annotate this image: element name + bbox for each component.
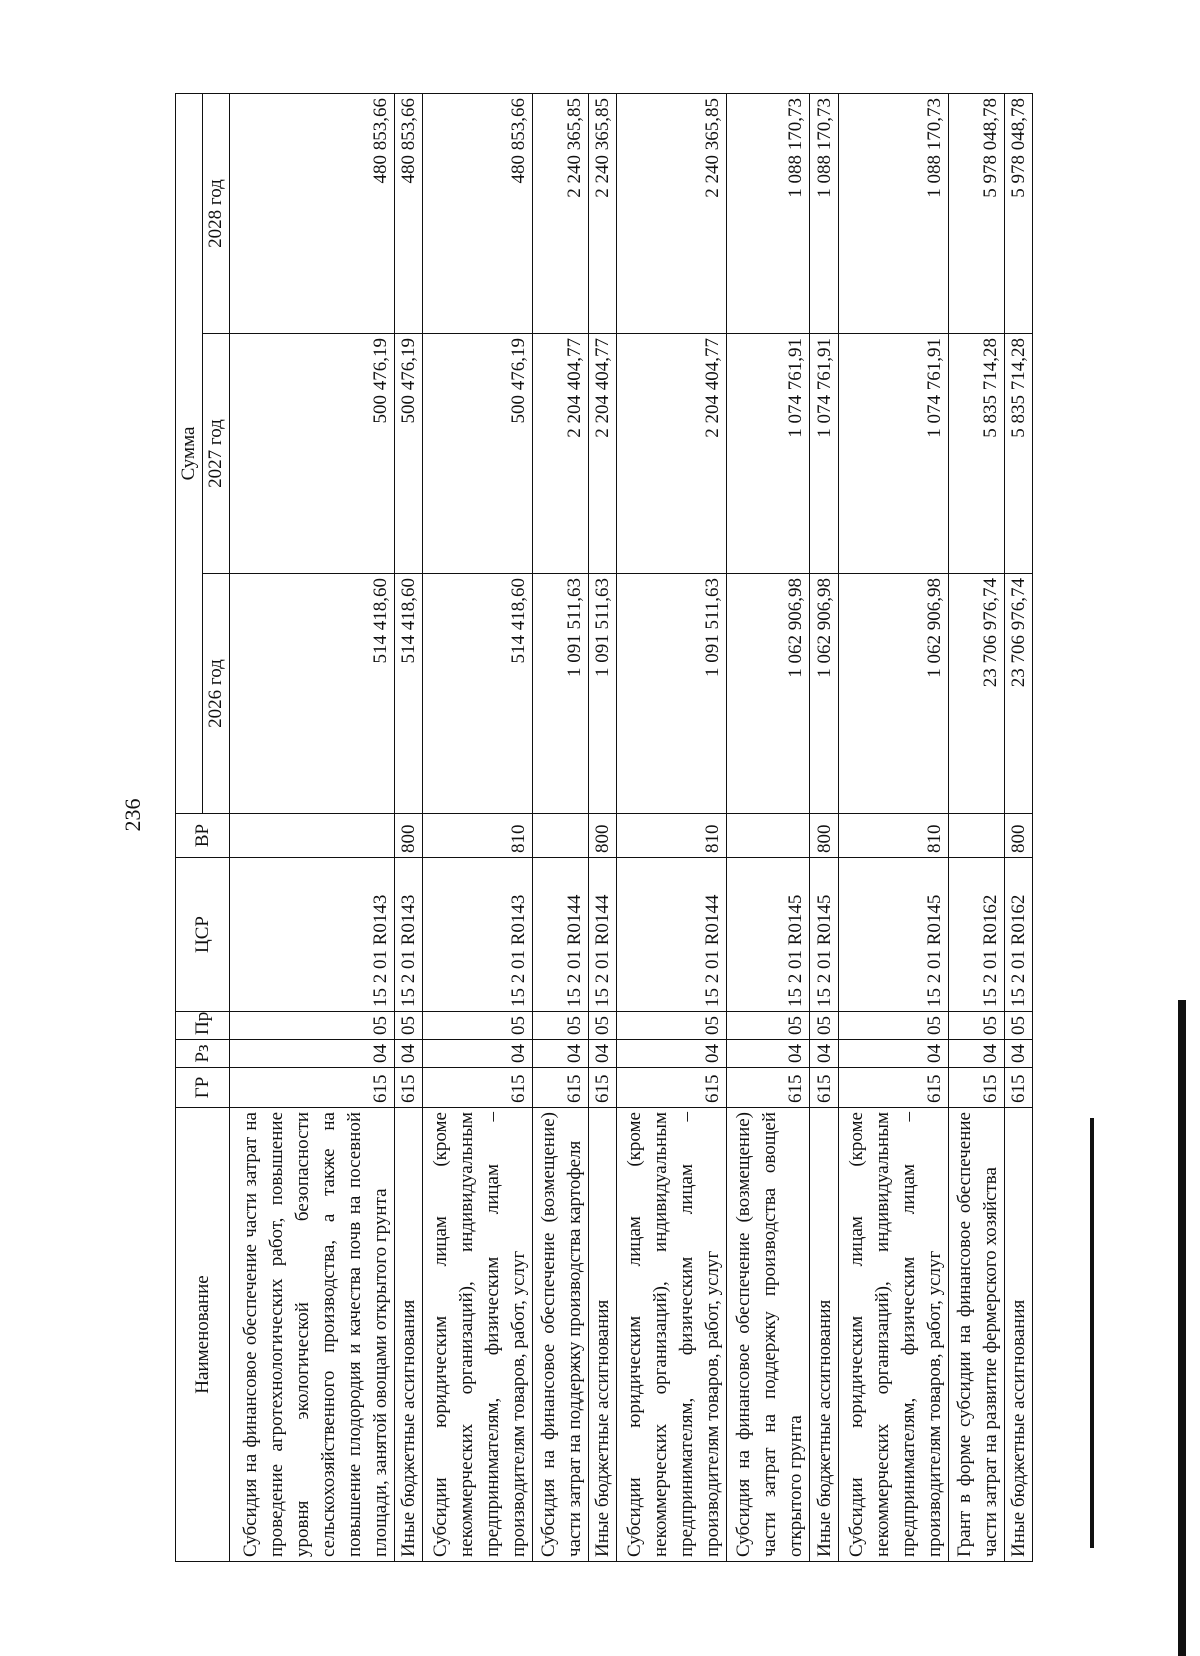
cell-rz: 04 (727, 1040, 810, 1068)
cell-pr: 05 (230, 1012, 395, 1040)
cell-pr: 05 (948, 1012, 1004, 1040)
table-body (230, 94, 1033, 1562)
cell-y2026: 1 091 511,63 (533, 574, 589, 814)
cell-gr: 615 (838, 1068, 948, 1108)
table-row (838, 94, 948, 1562)
cell-pr: 05 (533, 1012, 589, 1040)
cell-y2027: 500 476,19 (423, 334, 533, 574)
cell-y2028: 480 853,66 (230, 94, 395, 334)
header-vr: ВР (176, 814, 230, 858)
cell-gr: 615 (810, 1068, 838, 1108)
cell-y2026: 514 418,60 (230, 574, 395, 814)
cell-y2026: 1 062 906,98 (727, 574, 810, 814)
cell-gr: 615 (588, 1068, 616, 1108)
scan-edge-mark (1178, 1000, 1186, 1656)
cell-name: Иные бюджетные ассигнования (1004, 1108, 1032, 1562)
table-row (948, 94, 1004, 1562)
cell-y2028: 2 240 365,85 (617, 94, 727, 334)
cell-gr: 615 (948, 1068, 1004, 1108)
table-row (394, 94, 422, 1562)
cell-name: Субсидия на финансовое обеспечение (возмещение) части затрат на поддержку производства картофеля (533, 1108, 589, 1562)
cell-name: Иные бюджетные ассигнования (588, 1108, 616, 1562)
cell-gr: 615 (727, 1068, 810, 1108)
cell-csr: 15 2 01 R0144 (533, 858, 589, 1012)
cell-y2027: 2 204 404,77 (588, 334, 616, 574)
cell-csr: 15 2 01 R0144 (617, 858, 727, 1012)
table-row (810, 94, 838, 1562)
cell-gr: 615 (533, 1068, 589, 1108)
cell-rz: 04 (230, 1040, 395, 1068)
cell-csr: 15 2 01 R0145 (727, 858, 810, 1012)
cell-csr: 15 2 01 R0144 (588, 858, 616, 1012)
cell-y2026: 514 418,60 (394, 574, 422, 814)
header-pr: Пр (176, 1012, 230, 1040)
cell-y2028: 1 088 170,73 (838, 94, 948, 334)
cell-y2027: 1 074 761,91 (810, 334, 838, 574)
cell-y2028: 1 088 170,73 (727, 94, 810, 334)
header-name: Наименование (176, 1108, 230, 1562)
cell-y2028: 5 978 048,78 (1004, 94, 1032, 334)
table-row (1004, 94, 1032, 1562)
cell-vr: 810 (838, 814, 948, 858)
cell-vr (230, 814, 395, 858)
cell-gr: 615 (1004, 1068, 1032, 1108)
budget-table (175, 93, 1033, 1562)
cell-y2027: 1 074 761,91 (727, 334, 810, 574)
table-row (588, 94, 616, 1562)
header-sum: Сумма (176, 94, 203, 814)
cell-csr: 15 2 01 R0143 (394, 858, 422, 1012)
cell-y2026: 1 091 511,63 (617, 574, 727, 814)
table-row (230, 94, 395, 1562)
table-row (533, 94, 589, 1562)
cell-rz: 04 (394, 1040, 422, 1068)
cell-y2028: 480 853,66 (394, 94, 422, 334)
cell-y2027: 2 204 404,77 (617, 334, 727, 574)
cell-y2026: 1 091 511,63 (588, 574, 616, 814)
cell-y2027: 500 476,19 (230, 334, 395, 574)
cell-y2026: 23 706 976,74 (1004, 574, 1032, 814)
table-row (423, 94, 533, 1562)
cell-y2026: 514 418,60 (423, 574, 533, 814)
cell-pr: 05 (394, 1012, 422, 1040)
cell-csr: 15 2 01 R0162 (948, 858, 1004, 1012)
cell-y2026: 23 706 976,74 (948, 574, 1004, 814)
cell-gr: 615 (394, 1068, 422, 1108)
cell-vr: 800 (394, 814, 422, 858)
cell-y2027: 500 476,19 (394, 334, 422, 574)
header-csr: ЦСР (176, 858, 230, 1012)
cell-gr: 615 (617, 1068, 727, 1108)
table-row (617, 94, 727, 1562)
header-gr: ГР (176, 1068, 230, 1108)
cell-name: Субсидии юридическим лицам (кроме некоммерческих организаций), индивидуальным предпринимателям, физическим лицам – производителям товаров, работ, услуг (423, 1108, 533, 1562)
cell-vr (533, 814, 589, 858)
cell-rz: 04 (810, 1040, 838, 1068)
cell-name: Субсидии юридическим лицам (кроме некоммерческих организаций), индивидуальным предпринимателям, физическим лицам – производителям товаров, работ, услуг (838, 1108, 948, 1562)
cell-rz: 04 (948, 1040, 1004, 1068)
cell-vr: 800 (810, 814, 838, 858)
header-2028: 2028 год (203, 94, 230, 334)
cell-rz: 04 (1004, 1040, 1032, 1068)
cell-name: Субсидия на финансовое обеспечение части затрат на проведение агротехнологических работ, повышение уровня экологической безопасности сельскохозяйственного производства, а также на повышение плодородия и качества почв на посевной площади, занятой овощами открытого грунта (230, 1108, 395, 1562)
cell-rz: 04 (533, 1040, 589, 1068)
cell-rz: 04 (838, 1040, 948, 1068)
cell-pr: 05 (727, 1012, 810, 1040)
header-2026: 2026 год (203, 574, 230, 814)
cell-name: Иные бюджетные ассигнования (394, 1108, 422, 1562)
cell-y2027: 5 835 714,28 (1004, 334, 1032, 574)
cell-vr (727, 814, 810, 858)
cell-name: Субсидия на финансовое обеспечение (возмещение) части затрат на поддержку производства овощей открытого грунта (727, 1108, 810, 1562)
cell-y2026: 1 062 906,98 (810, 574, 838, 814)
cell-vr: 800 (588, 814, 616, 858)
cell-rz: 04 (423, 1040, 533, 1068)
page-number: 236 (120, 798, 145, 832)
cell-csr: 15 2 01 R0143 (423, 858, 533, 1012)
header-rz: Рз (176, 1040, 230, 1068)
cell-pr: 05 (617, 1012, 727, 1040)
cell-name: Грант в форме субсидии на финансовое обеспечение части затрат на развитие фермерского хозяйства (948, 1108, 1004, 1562)
header-2027: 2027 год (203, 334, 230, 574)
cell-y2028: 480 853,66 (423, 94, 533, 334)
cell-y2028: 5 978 048,78 (948, 94, 1004, 334)
cell-name: Иные бюджетные ассигнования (810, 1108, 838, 1562)
cell-y2028: 2 240 365,85 (533, 94, 589, 334)
cell-y2026: 1 062 906,98 (838, 574, 948, 814)
cell-pr: 05 (810, 1012, 838, 1040)
cell-pr: 05 (838, 1012, 948, 1040)
table-header (176, 94, 230, 1562)
cell-csr: 15 2 01 R0162 (1004, 858, 1032, 1012)
rotated-table-container (175, 94, 1033, 1562)
cell-csr: 15 2 01 R0143 (230, 858, 395, 1012)
cell-vr (948, 814, 1004, 858)
cell-pr: 05 (588, 1012, 616, 1040)
cell-y2027: 5 835 714,28 (948, 334, 1004, 574)
cell-pr: 05 (1004, 1012, 1032, 1040)
cell-vr: 810 (423, 814, 533, 858)
cell-vr: 810 (617, 814, 727, 858)
cell-y2027: 2 204 404,77 (533, 334, 589, 574)
cell-y2028: 1 088 170,73 (810, 94, 838, 334)
cell-pr: 05 (423, 1012, 533, 1040)
cell-rz: 04 (588, 1040, 616, 1068)
table-row (727, 94, 810, 1562)
cell-csr: 15 2 01 R0145 (838, 858, 948, 1012)
footer-line (1090, 1118, 1094, 1548)
cell-rz: 04 (617, 1040, 727, 1068)
cell-y2027: 1 074 761,91 (838, 334, 948, 574)
cell-name: Субсидии юридическим лицам (кроме некоммерческих организаций), индивидуальным предпринимателям, физическим лицам – производителям товаров, работ, услуг (617, 1108, 727, 1562)
cell-gr: 615 (230, 1068, 395, 1108)
cell-gr: 615 (423, 1068, 533, 1108)
cell-csr: 15 2 01 R0145 (810, 858, 838, 1012)
cell-y2028: 2 240 365,85 (588, 94, 616, 334)
cell-vr: 800 (1004, 814, 1032, 858)
